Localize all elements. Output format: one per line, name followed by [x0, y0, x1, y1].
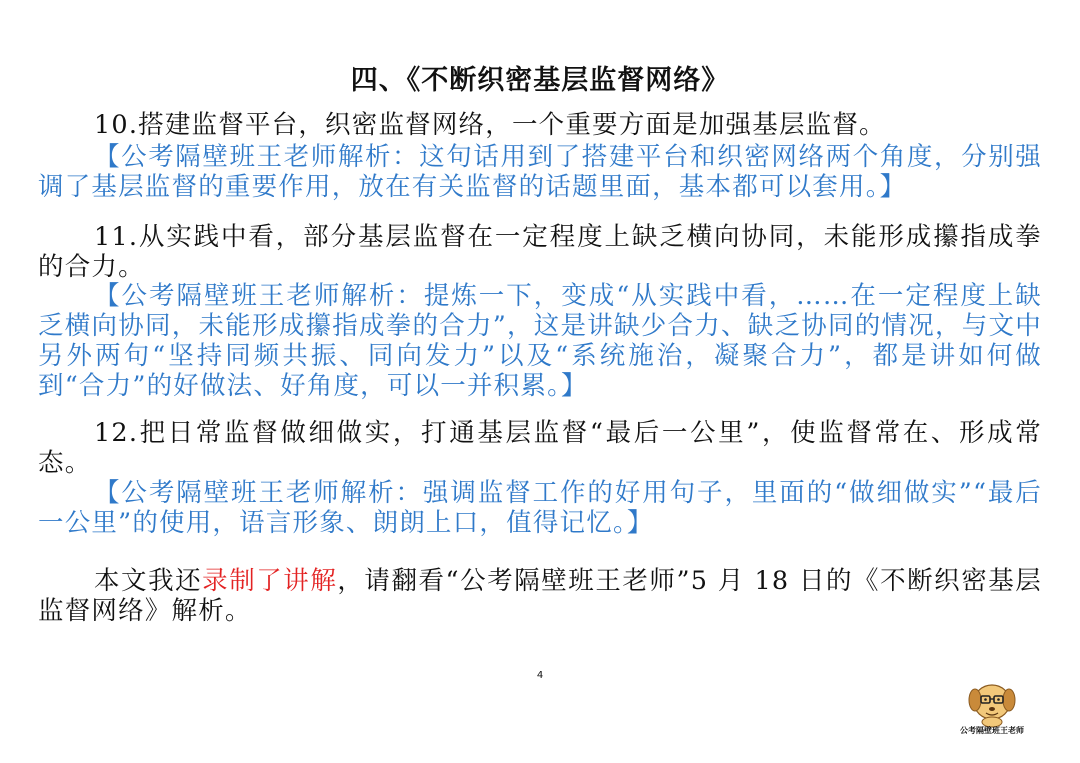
- analysis-10: 【公考隔壁班王老师解析：这句话用到了搭建平台和织密网络两个角度，分别强调了基层监督的重要作用，放在有关监督的话题里面，基本都可以套用。】: [38, 142, 1042, 202]
- section-title: 四、《不断织密基层监督网络》: [350, 65, 730, 96]
- page-number: 4: [536, 670, 544, 681]
- sentence-11: 11.从实践中看，部分基层监督在一定程度上缺乏横向协同，未能形成攥指成拳的合力。: [38, 222, 1042, 282]
- analysis-12: 【公考隔壁班王老师解析：强调监督工作的好用句子，里面的“做细做实”“最后一公里”的使用，语言形象、朗朗上口，值得记忆。】: [38, 478, 1042, 538]
- analysis-11: 【公考隔壁班王老师解析：提炼一下，变成“从实践中看，……在一定程度上缺乏横向协同，未能形成攥指成拳的合力”，这是讲缺少合力、缺乏协同的情况，与文中另外两句“坚持同频共振、同向发力”以及“系统施治，凝聚合力”，都是讲如何做到“合力”的好做法、好角度，可以一并积累。】: [38, 281, 1042, 401]
- closing-text-before: 本文我还: [94, 566, 203, 596]
- closing-text-after: ，请翻看“公考隔壁班王老师”5 月 18 日的《不断织密基层监督网络》解析。: [38, 566, 1042, 626]
- recording-highlight: 录制了讲解: [202, 566, 338, 596]
- sentence-10: 10.搭建监督平台，织密监督网络，一个重要方面是加强基层监督。: [94, 110, 886, 140]
- logo-caption: 公考隔壁班王老师: [960, 726, 1024, 735]
- sentence-12: 12.把日常监督做细做实，打通基层监督“最后一公里”，使监督常在、形成常态。: [38, 418, 1042, 478]
- closing-paragraph: [38, 566, 1042, 626]
